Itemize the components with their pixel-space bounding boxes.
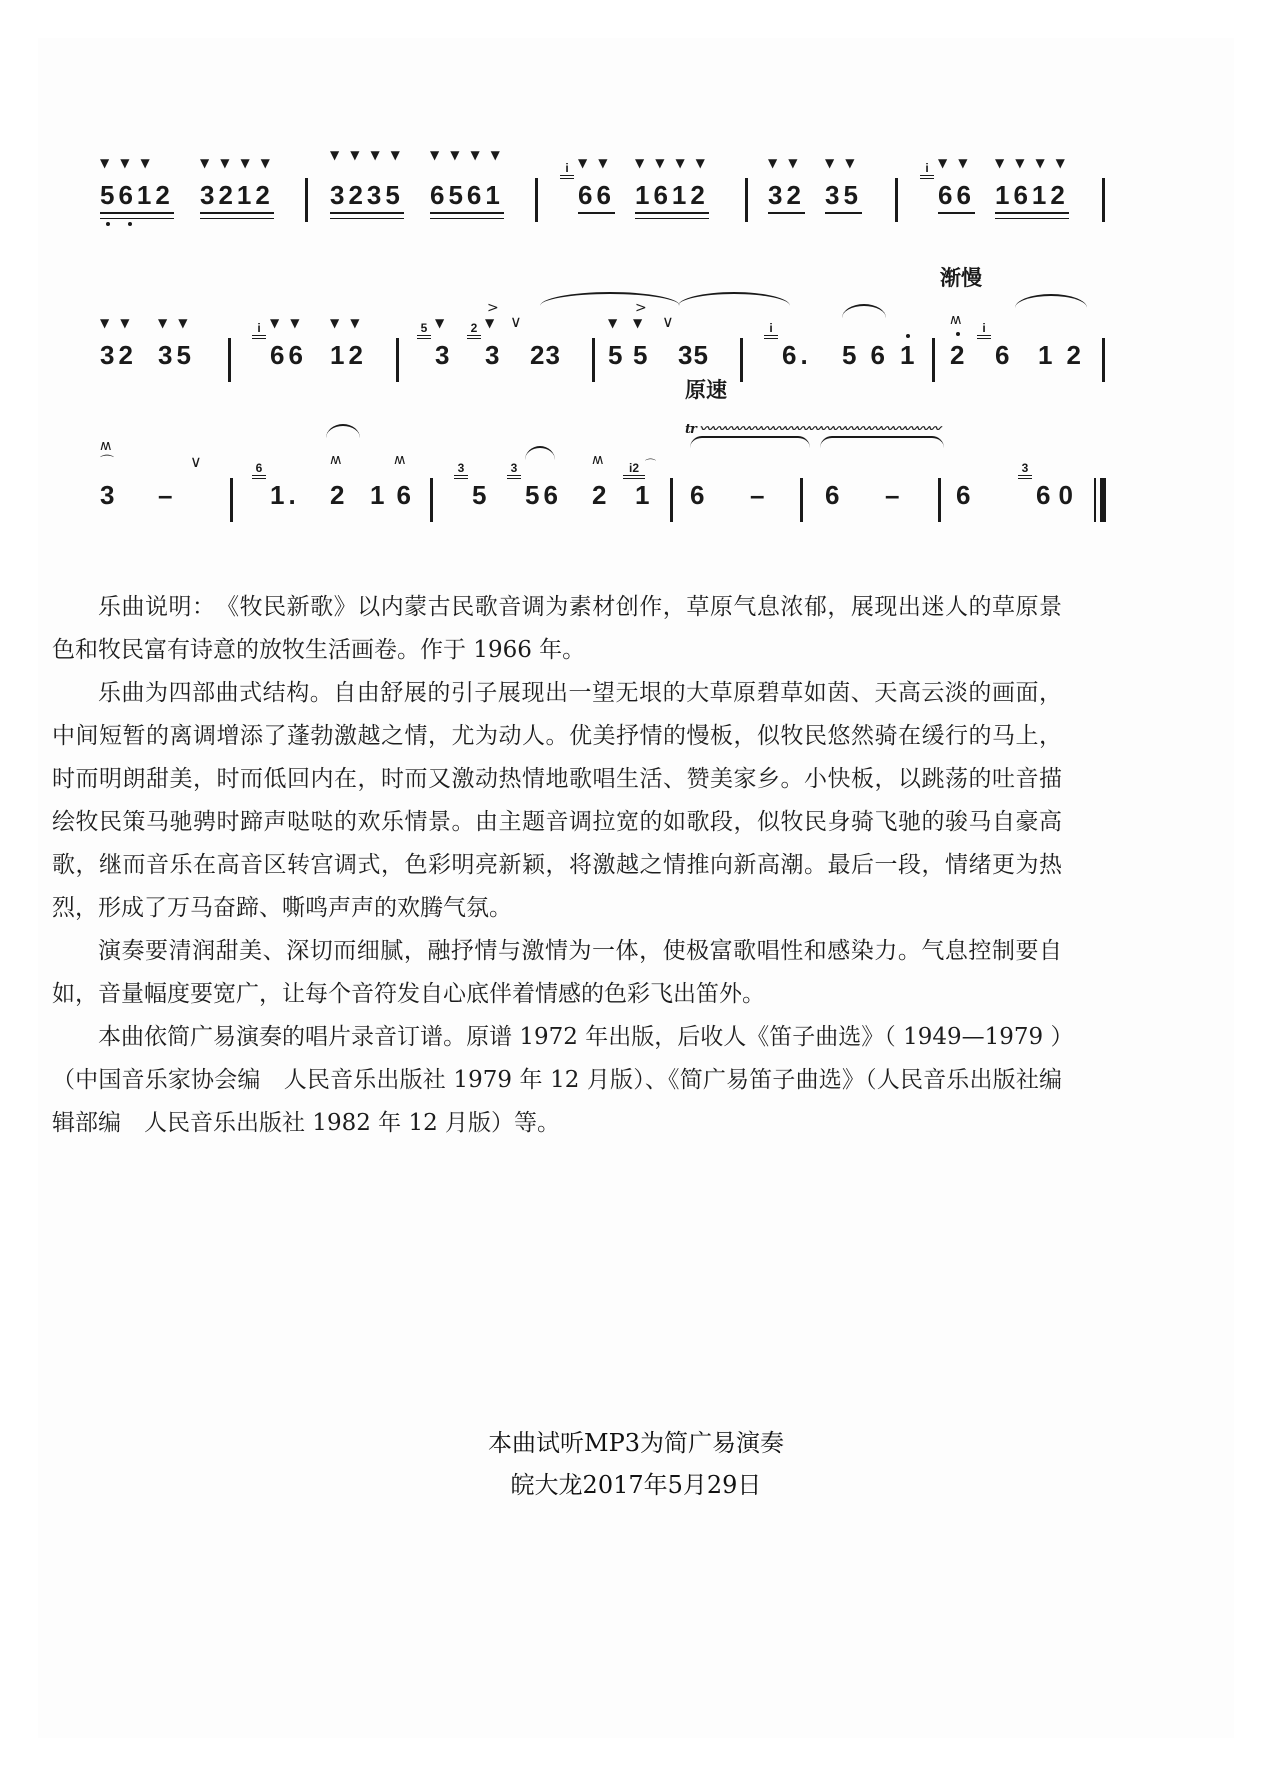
note-group (100, 316, 141, 398)
note-group (825, 478, 843, 538)
note-text: 2 (592, 480, 611, 510)
note-text: 32 (100, 340, 137, 370)
tonguing-marks: ▼ (633, 316, 654, 330)
tonguing-marks: ▼▼▼▼ (330, 148, 411, 162)
note-group (257, 316, 311, 398)
note-group (635, 156, 716, 238)
grace-note: i (252, 322, 266, 339)
accent-mark: > (635, 300, 647, 316)
note-text: 66 (938, 178, 975, 214)
note-text: 3235 (330, 178, 404, 214)
note-text: 6561 (430, 178, 504, 214)
note-text: 1. (270, 480, 300, 510)
tonguing-marks: ▼▼▼▼ (200, 156, 281, 170)
low-octave-dot (106, 222, 110, 226)
tonguing-marks: ▼▼▼▼ (430, 148, 511, 162)
note-group (430, 148, 511, 238)
grace-note: i2 (623, 462, 645, 479)
note-text: 3212 (200, 178, 274, 214)
note-text: 1 (635, 480, 654, 510)
note-group (690, 478, 708, 538)
bar-line (305, 178, 308, 222)
note-group (956, 478, 974, 538)
note-text: – (158, 480, 177, 510)
note-text: 2 (950, 340, 969, 370)
note-group (982, 321, 1014, 398)
high-octave-dot (906, 334, 910, 338)
footer-author-date: 皖大龙2017年5月29日 (510, 1471, 762, 1499)
note-text: 60 (1036, 480, 1081, 510)
trill-label: tr (685, 422, 696, 437)
note-text: 12 (1038, 340, 1095, 370)
mordent-icon: ʍ (394, 452, 406, 468)
tonguing-marks: ▼▼ (825, 156, 866, 170)
note-group (592, 452, 611, 538)
note-group (200, 156, 281, 238)
bar-line (396, 338, 399, 382)
bar-line (535, 178, 538, 222)
note-text: 23 (530, 340, 561, 370)
note-group (370, 452, 423, 538)
high-octave-dot (956, 332, 960, 336)
bar-line (430, 478, 433, 522)
note-text: 32 (768, 178, 805, 214)
breath-mark: ∨ (662, 312, 674, 331)
bar-line (932, 338, 935, 382)
bar-line (592, 338, 595, 382)
note-text: 66 (270, 340, 307, 370)
note-text: 3 (100, 480, 119, 510)
note-text: 5 (608, 340, 627, 370)
note-text: 1612 (995, 178, 1069, 214)
note-text: – (885, 480, 904, 510)
breath-mark: ∨ (510, 312, 522, 331)
note-text: 16 (370, 480, 423, 510)
note-text: 5 (633, 340, 652, 370)
note-group (633, 300, 654, 398)
note-group (510, 461, 562, 538)
note-group (750, 478, 768, 538)
note-group (1038, 338, 1095, 398)
note-text: 12 (330, 340, 367, 370)
note-group (457, 461, 491, 538)
tonguing-marks: ▼▼ (768, 156, 809, 170)
note-text: 6 (825, 480, 844, 510)
note-text: 6 (690, 480, 709, 510)
note-group (330, 452, 349, 538)
note-text: 56 (525, 480, 562, 510)
note-text: 35 (825, 178, 862, 214)
grace-note: 3 (507, 462, 521, 479)
note-text: 5 (472, 480, 491, 510)
fermata-icon: ⌒ (100, 455, 114, 471)
note-group (842, 338, 899, 398)
note-group (628, 458, 656, 538)
note-group (825, 156, 866, 238)
piece-description (52, 586, 1062, 1145)
note-group (995, 156, 1076, 238)
description-paragraph-4: 本曲依简广易演奏的唱片录音订谱。原谱 1972 年出版，后收人《笛子曲选》（ 1949—1979 ）（中国音乐家协会编 人民音乐出版社 1979 年 12 月版）、《简广易笛子曲选》（人民音乐出版社编辑部编 人民音乐出版社 1982 年 12 月版）等。 (52, 1024, 1062, 1136)
tempo-mark-ritardando: 渐慢 (940, 266, 982, 290)
slur (678, 292, 790, 306)
grace-note: i (920, 162, 934, 179)
trill-mark: tr 〰〰〰〰〰〰〰〰〰〰〰〰〰〰〰〰〰〰〰〰 (685, 422, 940, 437)
tonguing-marks: ▼ (608, 316, 629, 330)
note-text: 6 (956, 480, 975, 510)
note-group (925, 156, 979, 238)
note-group (885, 478, 903, 538)
score-page (38, 38, 1234, 1738)
note-group (768, 156, 809, 238)
fermata-icon: ⌒ (645, 458, 656, 471)
tonguing-marks: ▼▼▼▼ (635, 156, 716, 170)
note-group (255, 461, 300, 538)
tonguing-marks: ▼▼▼ (100, 156, 161, 170)
note-group (470, 300, 506, 398)
tonguing-marks: ▼▼ (158, 316, 199, 330)
note-group (530, 338, 561, 398)
mordent-icon: ʍ (950, 312, 962, 328)
slur (540, 292, 680, 306)
note-text: 6. (782, 340, 812, 370)
tonguing-marks: ▼▼ (938, 156, 979, 170)
final-bar-line-thick (1100, 478, 1106, 522)
note-text: 66 (578, 178, 615, 214)
grace-note: i (764, 322, 778, 339)
breath-mark: ∨ (190, 452, 202, 471)
tonguing-marks: ▼▼ (270, 316, 311, 330)
tonguing-marks: ▼▼▼▼ (995, 156, 1076, 170)
note-text: 6 (995, 340, 1014, 370)
note-group (608, 316, 629, 398)
note-text: 56 (842, 340, 899, 370)
description-paragraph-1: 乐曲说明： 《牧民新歌》以内蒙古民歌音调为素材创作，草原气息浓郁，展现出迷人的草原景色和牧民富有诗意的放牧生活画卷。作于 1966 年。 (52, 594, 1062, 663)
note-text: 35 (158, 340, 195, 370)
tonguing-marks: ▼ (435, 316, 456, 330)
score-line-1 (100, 138, 1220, 228)
bar-line (1102, 178, 1105, 222)
bar-line (228, 338, 231, 382)
bar-line (670, 478, 673, 522)
low-octave-dot (128, 222, 132, 226)
note-text: 5612 (100, 178, 174, 214)
tonguing-marks: ▼ (485, 316, 506, 330)
tie (820, 436, 944, 450)
bar-line (230, 478, 233, 522)
tempo-mark-a-tempo: 原速 (685, 378, 727, 402)
bar-line (800, 478, 803, 522)
note-group (100, 438, 119, 538)
grace-note: 6 (252, 462, 266, 479)
note-text: 3 (485, 340, 504, 370)
note-group (330, 148, 411, 238)
grace-note: 3 (454, 462, 468, 479)
grace-note: 3 (1018, 462, 1032, 479)
description-paragraph-3: 演奏要清润甜美、深切而细腻，融抒情与激情为一体，使极富歌唱性和感染力。气息控制要自如，音量幅度要宽广，让每个音符发自心底伴着情感的色彩飞出笛外。 (52, 938, 1062, 1007)
grace-note: 5 (417, 322, 431, 339)
note-group (769, 321, 812, 398)
grace-note: 2 (467, 322, 481, 339)
note-text: 35 (678, 340, 709, 370)
grace-note: i (560, 162, 574, 179)
footer-performer-note: 本曲试听MP3为简广易演奏 (488, 1429, 784, 1457)
note-text: 1612 (635, 178, 709, 214)
slur (1015, 294, 1087, 308)
accent-mark: > (487, 300, 499, 316)
description-paragraph-2: 乐曲为四部曲式结构。自由舒展的引子展现出一望无垠的大草原碧草如茵、天高云淡的画面，中间短暂的离调增添了蓬勃激越之情，尤为动人。优美抒情的慢板，似牧民悠然骑在缓行的马上，时而明朗甜美，时而低回内在，时而又激动热情地歌唱生活、赞美家乡。小快板，以跳荡的吐音描绘牧民策马驰骋时蹄声哒哒的欢乐情景。由主题音调拉宽的如歌段，似牧民身骑飞驰的骏马自豪高歌，继而音乐在高音区转宫调式，色彩明亮新颖，将激越之情推向新高潮。最后一段，情绪更为热烈，形成了万马奋蹄、嘶鸣声声的欢腾气氛。 (52, 680, 1062, 921)
note-group (420, 316, 456, 398)
note-group (1021, 461, 1081, 538)
slur (525, 446, 555, 460)
tie (690, 436, 810, 450)
note-group (565, 156, 619, 238)
bar-line (938, 478, 941, 522)
mordent-icon: ʍ (100, 438, 112, 454)
note-text: 2 (330, 480, 349, 510)
tonguing-marks: ▼▼ (100, 316, 141, 330)
note-group (158, 316, 199, 398)
note-text: 1 (900, 340, 919, 370)
slur (842, 304, 886, 318)
mordent-icon: ʍ (592, 452, 604, 468)
mordent-icon: ʍ (330, 452, 342, 468)
score-line-3 (100, 378, 1220, 528)
grace-note: i (977, 322, 991, 339)
bar-line (895, 178, 898, 222)
note-text: 3 (435, 340, 454, 370)
score-line-2 (100, 266, 1220, 388)
note-group (330, 316, 371, 398)
note-group (900, 338, 918, 398)
tonguing-marks: ▼▼ (330, 316, 371, 330)
note-group (100, 156, 174, 238)
final-bar-line-thin (1094, 478, 1096, 522)
bar-line (745, 178, 748, 222)
note-group (158, 478, 176, 538)
note-group (950, 312, 969, 398)
bar-line (740, 338, 743, 382)
note-text: – (750, 480, 769, 510)
bar-line (1102, 338, 1105, 382)
tonguing-marks: ▼▼ (578, 156, 619, 170)
slur (326, 424, 360, 438)
